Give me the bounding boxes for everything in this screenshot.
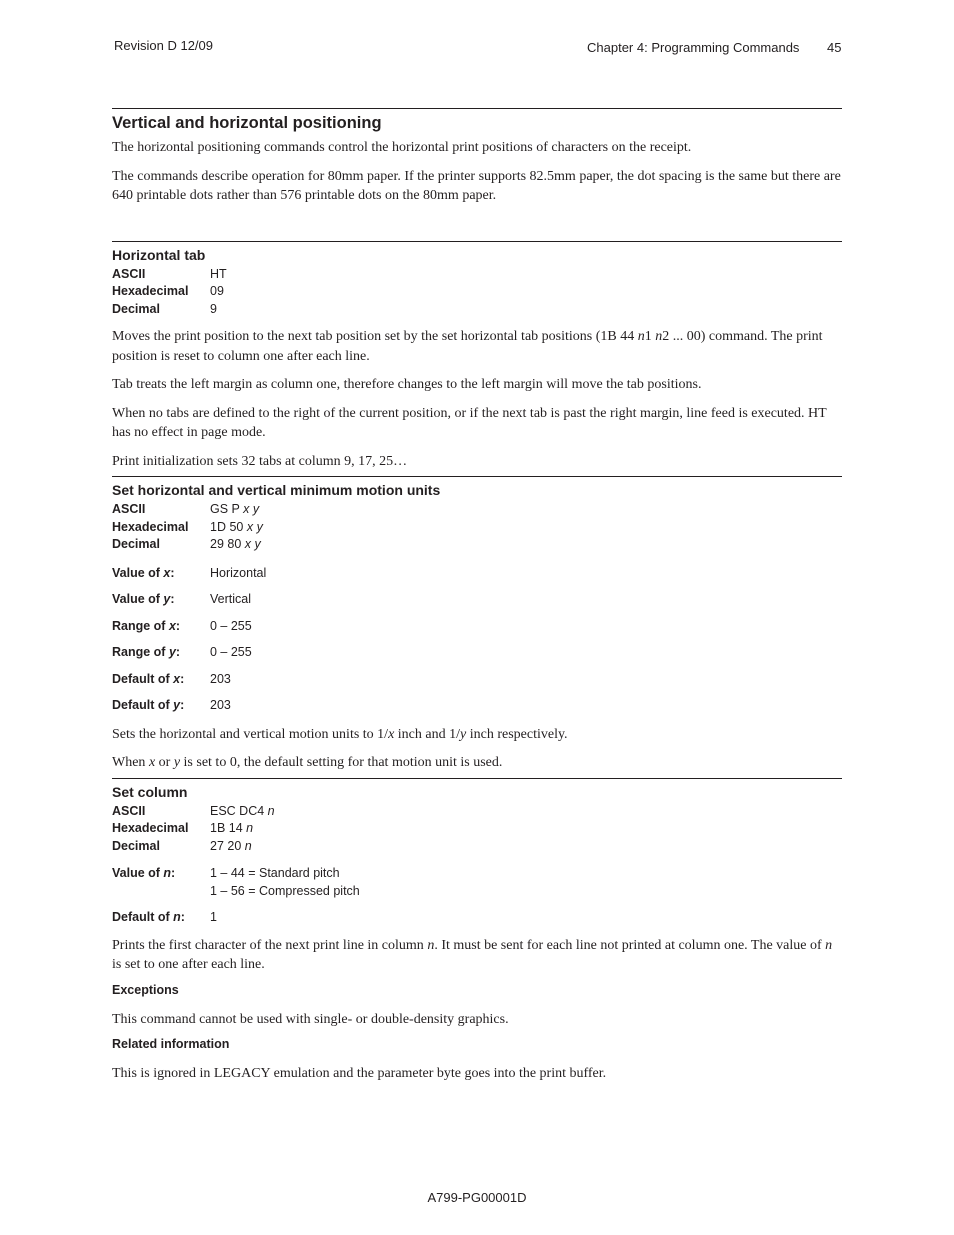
code-row-decimal	[112, 301, 842, 319]
command-paragraph: Tab treats the left margin as column one, therefore changes to the left margin will move the tab positions.	[112, 377, 702, 392]
main-content	[112, 108, 842, 1093]
param-value: Horizontal	[210, 565, 267, 580]
code-label: Hexadecimal	[112, 821, 189, 835]
section-divider	[112, 108, 842, 109]
code-row-ascii	[112, 803, 842, 821]
code-value: 27 20 n	[210, 838, 252, 853]
code-label: ASCII	[112, 266, 146, 281]
command-paragraph: When x or y is set to 0, the default setting for that motion unit is used.	[112, 755, 503, 770]
param-label: Range of x:	[112, 618, 181, 633]
param-row	[112, 865, 842, 900]
code-row-decimal	[112, 536, 842, 554]
param-row	[112, 692, 842, 719]
code-row-ascii	[112, 501, 842, 519]
param-row	[112, 666, 842, 693]
param-value: Vertical	[210, 592, 251, 606]
code-label: ASCII	[112, 803, 146, 818]
param-label: Default of x:	[112, 671, 185, 686]
command-paragraph: Print initialization sets 32 tabs at column 9, 17, 25…	[112, 453, 408, 469]
param-label: Value of y:	[112, 592, 175, 606]
param-label: Range of y:	[112, 645, 181, 659]
param-value: 203	[210, 671, 231, 686]
chapter-title: Chapter 4: Programming Commands	[587, 40, 800, 55]
param-label: Default of y:	[112, 698, 185, 712]
page-number: 45	[827, 40, 842, 55]
related-info-heading: Related information	[112, 1037, 230, 1051]
code-value: HT	[210, 266, 227, 281]
param-row	[112, 613, 842, 640]
exceptions-text: This command cannot be used with single- or double-density graphics.	[112, 1011, 509, 1027]
command-divider	[112, 241, 842, 242]
code-label: Hexadecimal	[112, 519, 189, 534]
command-paragraph: When no tabs are defined to the right of the current position, or if the next tab is past the right margin, line feed is executed. HT has no effect in page mode.	[112, 405, 827, 440]
code-label: Decimal	[112, 537, 160, 551]
command-title: Set horizontal and vertical minimum motion units	[112, 482, 441, 498]
param-row	[112, 560, 842, 587]
code-value: 09	[210, 284, 224, 298]
section-paragraph: The horizontal positioning commands control the horizontal print positions of characters on the receipt.	[112, 140, 692, 155]
command-paragraph: Prints the first character of the next print line in column n. It must be sent for each line not printed at column one. The value of n is set to one after each line.	[112, 937, 833, 972]
section-title: Vertical and horizontal positioning	[112, 114, 382, 132]
param-value: 0 – 255	[210, 645, 252, 659]
footer-doc-number: A799-PG00001D	[427, 1190, 527, 1205]
code-label: ASCII	[112, 502, 146, 516]
code-value: 9	[210, 301, 217, 316]
code-row-decimal	[112, 838, 842, 856]
code-value: ESC DC4 n	[210, 803, 275, 818]
command-title: Set column	[112, 783, 188, 800]
param-label: Value of n:	[112, 866, 176, 880]
code-row-hexadecimal	[112, 519, 842, 537]
code-row-hexadecimal	[112, 820, 842, 838]
code-row-ascii	[112, 266, 842, 284]
param-value: 1	[210, 910, 217, 924]
param-value: 1 – 44 = Standard pitch 1 – 56 = Compressed pitch	[210, 866, 360, 898]
code-value: 1D 50 x y	[210, 519, 263, 534]
param-label: Value of x:	[112, 565, 175, 580]
param-row	[112, 639, 842, 666]
section-paragraph: The commands describe operation for 80mm paper. If the printer supports 82.5mm paper, the dot spacing is the same but there are 640 printable dots rather than 576 printable dots on the 80mm paper.	[112, 168, 841, 203]
code-label: Decimal	[112, 301, 160, 316]
exceptions-heading: Exceptions	[112, 982, 179, 997]
code-value: 1B 14 n	[210, 821, 254, 835]
param-value: 203	[210, 698, 231, 712]
code-label: Decimal	[112, 838, 160, 853]
code-label: Hexadecimal	[112, 284, 189, 298]
param-value: 0 – 255	[210, 618, 252, 633]
code-row-hexadecimal	[112, 283, 842, 301]
param-row	[112, 909, 842, 927]
command-divider	[112, 778, 842, 779]
revision-label: Revision D 12/09	[114, 38, 213, 53]
code-value: GS P x y	[210, 502, 260, 516]
command-paragraph: Sets the horizontal and vertical motion units to 1/x inch and 1/y inch respectively.	[112, 726, 568, 742]
param-row	[112, 586, 842, 613]
code-value: 29 80 x y	[210, 537, 261, 551]
related-info-text: This is ignored in LEGACY emulation and the parameter byte goes into the print buffer.	[112, 1066, 607, 1081]
param-label: Default of n:	[112, 910, 185, 924]
command-divider	[112, 476, 842, 477]
command-title: Horizontal tab	[112, 246, 206, 263]
command-paragraph: Moves the print position to the next tab position set by the set horizontal tab positions (1B 44 n1 n2 ... 00) command. The print position is reset to column one after each line.	[112, 329, 823, 364]
